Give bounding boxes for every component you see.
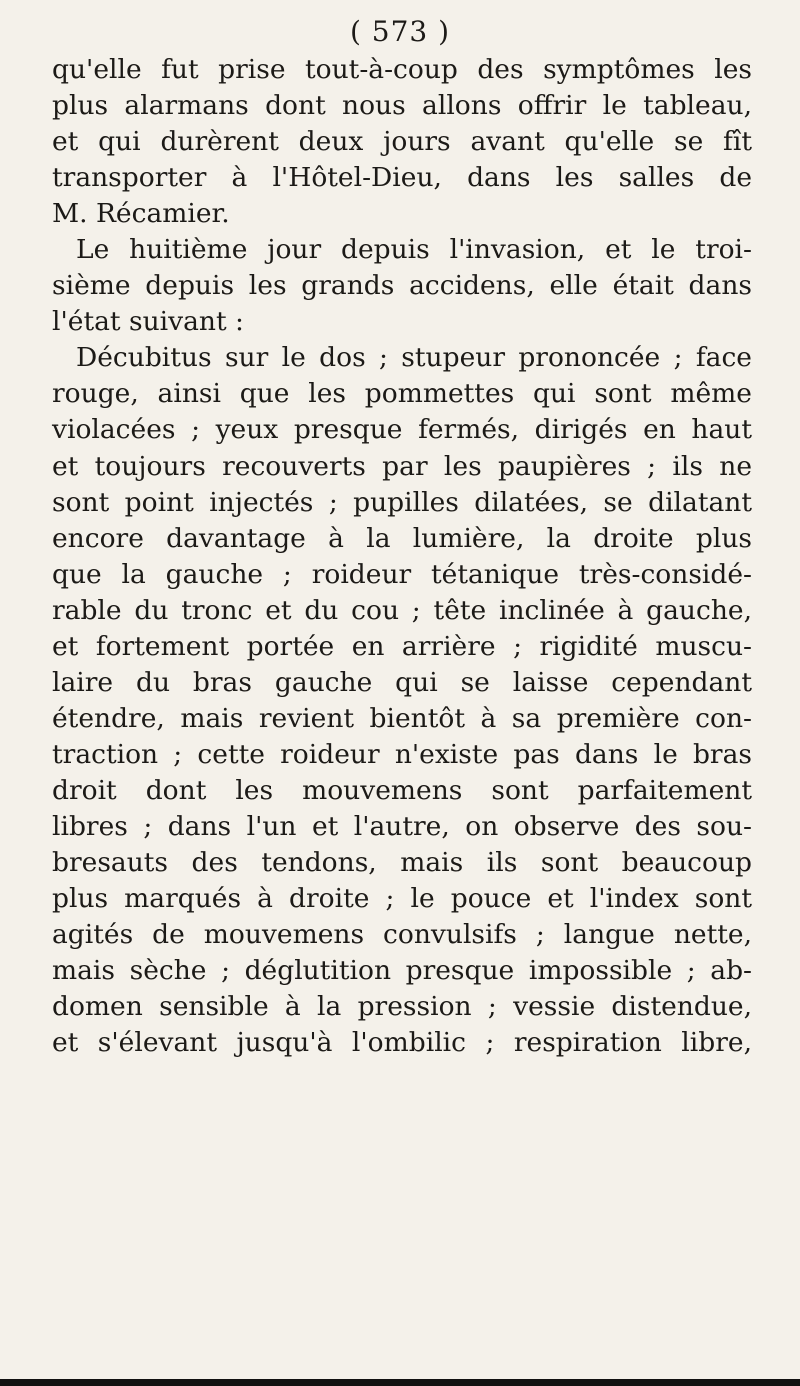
text-line: qu'elle fut prise tout-à-coup des symptômes les bbox=[52, 54, 752, 85]
text-line: plus marqués à droite ; le pouce et l'index sont bbox=[52, 883, 752, 915]
text-line: et qui durèrent deux jours avant qu'elle se fît bbox=[52, 126, 752, 158]
text-line: que la gauche ; roideur tétanique très-considé- bbox=[52, 558, 752, 590]
text-line: droit dont les mouvemens sont parfaitement bbox=[52, 774, 752, 806]
text-line: et toujours recouverts par les paupières ; ils ne bbox=[52, 450, 752, 482]
text-line: Décubitus sur le dos ; stupeur prononcée ; face bbox=[76, 342, 752, 374]
text-line: mais sèche ; déglutition presque impossible ; ab- bbox=[52, 955, 752, 987]
bottom-rule bbox=[0, 1379, 800, 1386]
text-line: et fortement portée en arrière ; rigidité muscu- bbox=[52, 630, 752, 662]
text-line: encore davantage à la lumière, la droite plus bbox=[52, 522, 752, 554]
text-line: violacées ; yeux presque fermés, dirigés en haut bbox=[52, 414, 752, 446]
text-line: l'état suivant : bbox=[52, 306, 244, 338]
text-line: sième depuis les grands accidens, elle était dans bbox=[52, 270, 752, 302]
text-line: agités de mouvemens convulsifs ; langue nette, bbox=[52, 919, 752, 951]
text-line: plus alarmans dont nous allons offrir le tableau, bbox=[52, 90, 752, 122]
text-line: bresauts des tendons, mais ils sont beaucoup bbox=[52, 847, 752, 879]
text-line: domen sensible à la pression ; vessie distendue, bbox=[52, 991, 752, 1023]
text-line: rable du tronc et du cou ; tête inclinée à gauche, bbox=[52, 594, 752, 626]
text-line: transporter à l'Hôtel-Dieu, dans les salles de bbox=[52, 162, 752, 194]
page-number: ( 573 ) bbox=[349, 15, 451, 48]
text-line: libres ; dans l'un et l'autre, on observe des sou- bbox=[52, 810, 752, 842]
text-line: Le huitième jour depuis l'invasion, et le troi- bbox=[76, 234, 752, 266]
text-line: laire du bras gauche qui se laisse cependant bbox=[52, 666, 752, 698]
body-text bbox=[52, 52, 752, 1061]
text-line: rouge, ainsi que les pommettes qui sont même bbox=[52, 378, 752, 410]
text-line: sont point injectés ; pupilles dilatées, se dilatant bbox=[52, 486, 752, 518]
text-line: et s'élevant jusqu'à l'ombilic ; respiration libre, bbox=[52, 1027, 752, 1059]
text-line: M. Récamier. bbox=[52, 198, 230, 230]
text-line: étendre, mais revient bientôt à sa première con- bbox=[52, 702, 752, 734]
text-line: traction ; cette roideur n'existe pas dans le bras bbox=[52, 738, 752, 770]
